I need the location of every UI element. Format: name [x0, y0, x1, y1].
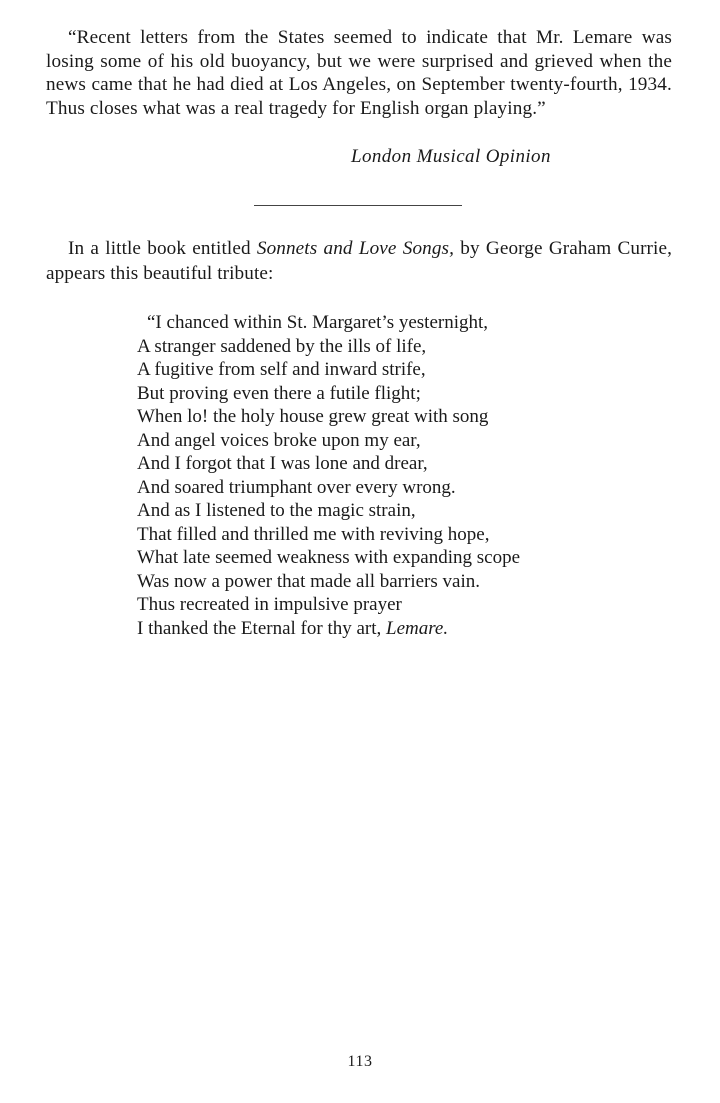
newspaper-quote: [46, 26, 672, 120]
poem-line: Thus recreated in impulsive prayer: [137, 594, 402, 615]
poem-line: But proving even there a futile flight;: [137, 382, 421, 404]
poem-line: And soared triumphant over every wrong.: [137, 476, 456, 498]
intro-paragraph: [46, 237, 672, 286]
poem-line: A fugitive from self and inward strife,: [137, 359, 426, 380]
poem-last-line-text: I thanked the Eternal for thy art,: [137, 617, 387, 639]
quote-attribution: London Musical Opinion: [351, 146, 551, 167]
poem-line: That filled and thrilled me with reviving hope,: [137, 523, 490, 545]
poem-line: What late seemed weakness with expanding scope: [137, 547, 521, 568]
poem-line: And I forgot that I was lone and drear,: [137, 453, 428, 474]
intro-text-after: by George Graham Currie, appears this beautiful tribute:: [46, 238, 672, 284]
quote-text: “Recent letters from the States seemed to indicate that Mr. Lemare was losing some of his old buoyancy, but we were surprised and grieved when the news came that he had died at Los Angeles, on September twenty-fourth, 1934. Thus closes what was a real tragedy for English organ playing.”: [46, 27, 672, 119]
poem-line: A stranger saddened by the ills of life,: [137, 335, 427, 357]
poem-line: When lo! the holy house grew great with song: [137, 406, 489, 427]
poem-last-line: [137, 617, 617, 641]
intro-text-before: In a little book entitled: [68, 238, 257, 259]
poem-line: Was now a power that made all barriers vain.: [137, 570, 480, 592]
book-title: Sonnets and Love Songs,: [256, 238, 455, 259]
poem-line: And as I listened to the magic strain,: [137, 500, 416, 521]
section-divider: [254, 205, 462, 206]
sonnet: [137, 311, 617, 640]
poem-name-lemare: Lemare.: [386, 617, 449, 639]
poem-line: “I chanced within St. Margaret’s yesternight,: [147, 312, 489, 333]
poem-line: And angel voices broke upon my ear,: [137, 429, 421, 451]
page-number: 113: [347, 1053, 373, 1070]
